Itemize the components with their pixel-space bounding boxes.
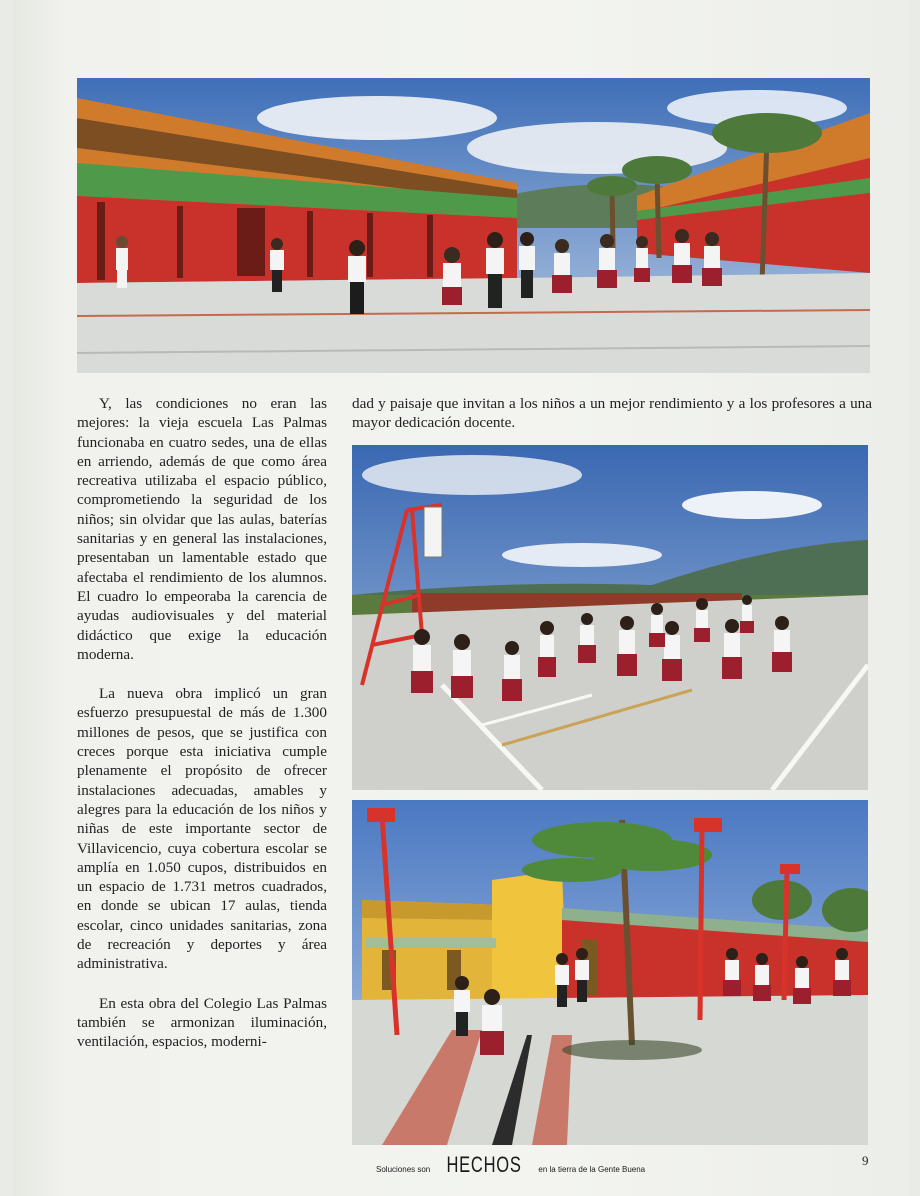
page-footer bbox=[376, 1152, 696, 1178]
paragraph-2: La nueva obra implicó un gran esfuerzo presupuestal de más de 1.300 millones de pesos, que se justifica con creces porque esta iniciativa cumple plenamente el propósito de ofrecer instalaciones adecuadas, amables y alegres para la educación de los niños y niñas de este importante sector de Villavicencio, cuya cobertura escolar se amplía en 1.050 cupos, distribuidos en un espacio de 1.731 metros cuadrados, en donde se ubican 17 aulas, tienda escolar, cinco unidades sanitarias, zona de recreación y deportes y área administrativa. bbox=[77, 685, 327, 973]
paragraph-1: Y, las condiciones no eran las mejores: la vieja escuela Las Palmas funcionaba en cuatro sedes, una de ellas en arriendo, además de que como área recreativa utilizaba el espacio público, comprometiendo la seguridad de los niños; sin olvidar que las aulas, baterías sanitarias y en general las instalaciones, presentaban un lamentable estado que afectaba el rendimiento de los alumnos. El cuadro lo empeoraba la carencia de ayudas audiovisuales y del material didáctico que exige la educación moderna. bbox=[77, 395, 327, 663]
photo-children-playing-court bbox=[352, 445, 868, 790]
footer-brand: HECHOS bbox=[446, 1152, 522, 1177]
magazine-page bbox=[14, 0, 910, 1196]
article-left-column bbox=[77, 394, 327, 1072]
photo-school-courtyard bbox=[77, 78, 870, 373]
article-right-column bbox=[352, 394, 872, 433]
paragraph-3: En esta obra del Colegio Las Palmas también se armonizan iluminación, ventilación, espacios, moderni- bbox=[77, 994, 327, 1051]
footer-prefix: Soluciones son bbox=[376, 1165, 431, 1174]
paragraph-continuation: dad y paisaje que invitan a los niños a un mejor rendimiento y a los profesores a una mayor dedicación docente. bbox=[352, 395, 872, 432]
footer-suffix: en la tierra de la Gente Buena bbox=[538, 1165, 646, 1174]
page-number: 9 bbox=[862, 1153, 869, 1168]
photo-school-building-palm bbox=[352, 800, 868, 1145]
